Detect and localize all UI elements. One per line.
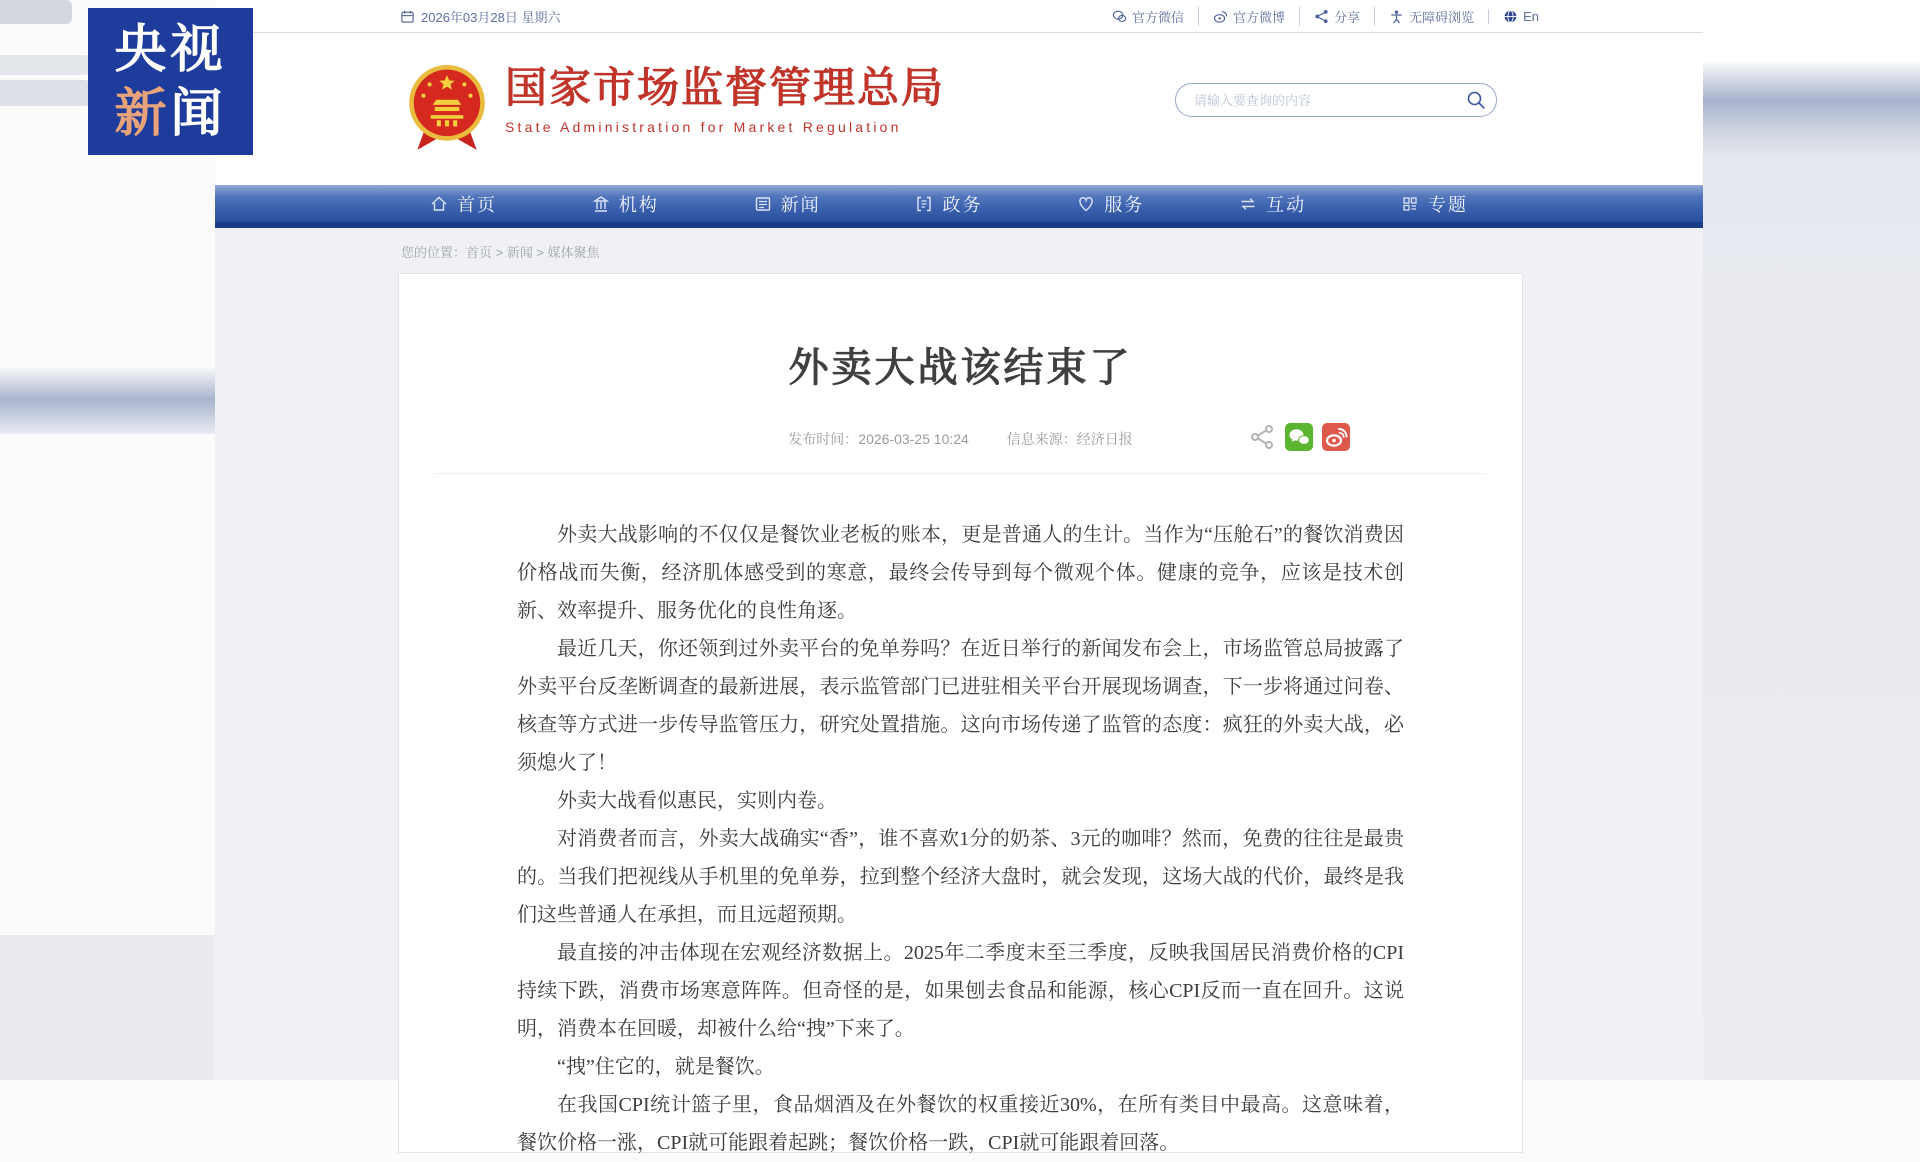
top-links: [1098, 7, 1553, 26]
cctv-logo-line1: 央视: [114, 20, 227, 79]
nav-item-topic[interactable]: [1401, 191, 1468, 217]
nav-label: 政务: [942, 194, 983, 215]
accessibility-link[interactable]: [1374, 7, 1488, 26]
share-bar: [1248, 423, 1350, 451]
nav-item-organization[interactable]: [592, 191, 659, 217]
background-left: [0, 0, 215, 1080]
link-label: 分享: [1334, 9, 1361, 25]
nav-item-home[interactable]: [430, 191, 497, 217]
globe-icon: [1503, 9, 1518, 24]
nav-label: 服务: [1104, 194, 1145, 215]
nav-items: [430, 185, 1678, 222]
background-stripe: [0, 55, 90, 75]
source: 经济日报: [1076, 431, 1133, 447]
nav-label: 新闻: [780, 194, 821, 215]
search-icon[interactable]: [1465, 89, 1487, 111]
publish-time-label: 发布时间：: [788, 431, 859, 447]
breadcrumb[interactable]: 您的位置：首页 > 新闻 > 媒体聚焦: [401, 245, 600, 260]
article-paragraph: 对消费者而言，外卖大战确实“香”，谁不喜欢1分的奶茶、3元的咖啡？然而，免费的往往是最贵的。当我们把视线从手机里的免单券，拉到整个经济大盘时，就会发现，这场大战的代价，最终是我们这些普通人在承担，而且远超预期。: [517, 828, 1404, 926]
share-link[interactable]: [1299, 7, 1374, 26]
nav-item-news[interactable]: [754, 191, 821, 217]
nav-label: 机构: [618, 194, 659, 215]
article-title: 外卖大战该结束了: [788, 345, 1133, 390]
site-header: [215, 33, 1703, 185]
share-icon: [1314, 9, 1329, 24]
nav-item-interact[interactable]: [1239, 191, 1306, 217]
background-right: [1703, 0, 1920, 1080]
wechat-icon: [1112, 9, 1127, 24]
samr-webpage: [215, 0, 1703, 1154]
main-nav: [215, 185, 1703, 228]
article-paragraph: 在我国CPI统计篮子里，食品烟酒及在外餐饮的权重接近30%，在所有类目中最高。这意味着，餐饮价格一涨，CPI就可能跟着起跳；餐饮价格一跌，CPI就可能跟着回落。: [517, 1094, 1404, 1154]
link-label: En: [1523, 8, 1539, 24]
news-icon: [754, 195, 772, 213]
publish-time: 2026-03-25 10:24: [858, 431, 969, 447]
cctv-logo-char-xin: 新: [114, 84, 171, 143]
site-logo[interactable]: [407, 63, 945, 155]
top-utility-bar: [215, 0, 1703, 33]
meta-divider: [434, 473, 1487, 474]
article-paragraph: 外卖大战看似惠民，实则内卷。: [557, 790, 837, 812]
english-link[interactable]: [1488, 9, 1553, 24]
background-stripe: [0, 935, 215, 1080]
organization-icon: [592, 195, 610, 213]
link-label: 官方微信: [1132, 9, 1185, 25]
site-name-cn: 国家市场监督管理总局: [505, 64, 946, 111]
nav-label: 首页: [457, 194, 497, 215]
link-label: 无障碍浏览: [1409, 9, 1475, 25]
article-paragraph: 最近几天，你还领到过外卖平台的免单券吗？在近日举行的新闻发布会上，市场监管总局披露了外卖平台反垄断调查的最新进展，表示监管部门已进驻相关平台开展现场调查，下一步将通过问卷、核查等方式进一步传导监管压力，研究处置措施。这向市场传递了监管的态度：疯狂的外卖大战，必须熄火了！: [517, 638, 1404, 774]
weibo-icon: [1213, 9, 1228, 24]
nav-label: 专题: [1427, 194, 1468, 215]
search-box: [1175, 83, 1497, 117]
national-emblem-icon: [407, 63, 487, 155]
article-meta: [399, 423, 1522, 455]
cctv-logo-char-wen: 闻: [170, 84, 227, 143]
article-body: [517, 516, 1404, 1162]
share-nodes-icon[interactable]: [1248, 423, 1276, 451]
accessibility-icon: [1389, 9, 1404, 24]
service-icon: [1077, 195, 1095, 213]
background-stripe: [0, 0, 72, 24]
cctv-news-logo: [88, 8, 253, 155]
site-name: [505, 63, 945, 135]
source-label: 信息来源：: [1006, 431, 1077, 447]
calendar-icon: [400, 9, 415, 24]
content-area: [215, 228, 1703, 1154]
nav-item-service[interactable]: [1077, 191, 1144, 217]
cctv-logo-line2: [114, 82, 226, 146]
interact-icon: [1239, 195, 1257, 213]
date-text: 2026年03月28日 星期六: [421, 9, 561, 25]
link-label: 官方微博: [1233, 9, 1286, 25]
background-stripe: [0, 80, 90, 106]
topic-icon: [1401, 195, 1419, 213]
article-card: [398, 273, 1523, 1153]
search-input[interactable]: [1175, 83, 1497, 117]
home-icon: [430, 195, 448, 213]
nav-item-gov-affairs[interactable]: [915, 191, 982, 217]
nav-label: 互动: [1266, 194, 1307, 215]
article-paragraph: 外卖大战影响的不仅仅是餐饮业老板的账本，更是普通人的生计。当作为“压舱石”的餐饮消费因价格战而失衡，经济肌体感受到的寒意，最终会传导到每个微观个体。健康的竞争，应该是技术创新、效率提升、服务优化的良性角逐。: [517, 524, 1404, 622]
site-name-en: State Administration for Market Regulation: [505, 119, 902, 135]
article-paragraph: 最直接的冲击体现在宏观经济数据上。2025年二季度末至三季度，反映我国居民消费价格的CPI持续下跌，消费市场寒意阵阵。但奇怪的是，如果刨去食品和能源，核心CPI反而一直在回升。这说明，消费本在回暖，却被什么给“拽”下来了。: [517, 942, 1404, 1040]
wechat-share-icon[interactable]: [1285, 423, 1313, 451]
weibo-share-icon[interactable]: [1322, 423, 1350, 451]
current-date: [400, 7, 560, 26]
gov-affairs-icon: [915, 195, 933, 213]
official-weibo-link[interactable]: [1198, 7, 1299, 26]
background-band: [0, 368, 215, 434]
article-paragraph: “拽”住它的，就是餐饮。: [557, 1056, 775, 1078]
official-wechat-link[interactable]: [1098, 7, 1198, 26]
